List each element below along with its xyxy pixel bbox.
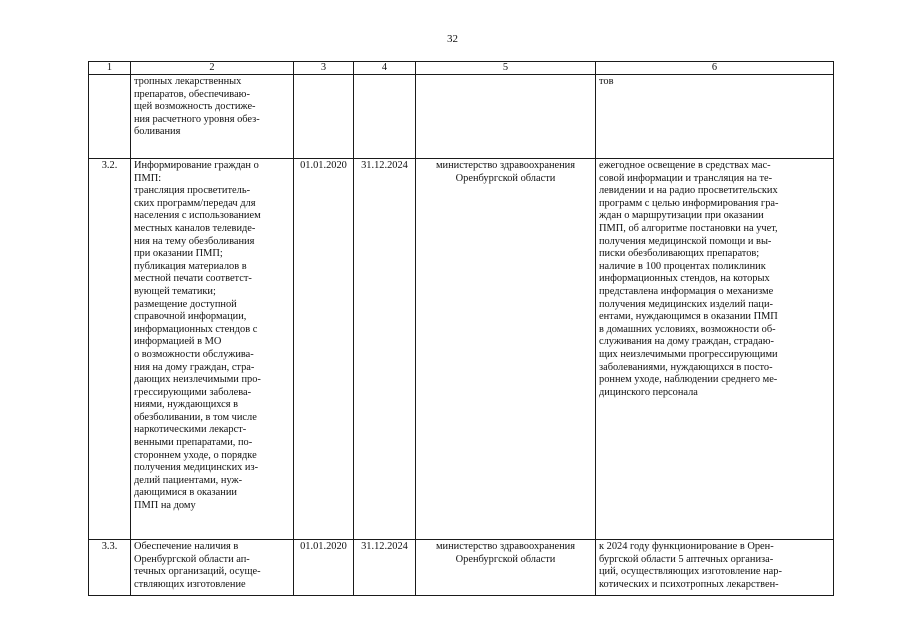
column-header: 4 <box>354 62 416 75</box>
event-line: венными препаратами, по- <box>134 437 253 449</box>
event-line: трансляция просветитель- <box>134 185 251 197</box>
plan-table <box>88 61 834 596</box>
event-line: ния на дому граждан, стра- <box>134 361 255 373</box>
result-line: ПМП, об алгоритме постановки на учет, <box>599 222 778 234</box>
event-line: стороннем уходе, о порядке <box>134 449 257 461</box>
event-line: щей возможность достиже- <box>134 101 256 113</box>
event-line: дающих неизлечимыми про- <box>134 374 261 386</box>
result-line: представлена информация о механизме <box>599 285 774 297</box>
result-line: программ с целью информирования гра- <box>599 197 779 209</box>
result-line: ций, осуществляющих изготовление нар- <box>599 566 782 578</box>
event-line: информацией в МО <box>134 336 222 348</box>
event-line: течных организаций, осуще- <box>134 566 261 578</box>
result-line: наличие в 100 процентах поликлиник <box>599 260 766 272</box>
expected-result <box>596 540 834 596</box>
result-line: щих неизлечимыми прогрессирующими <box>599 348 778 360</box>
column-number-row <box>89 62 834 75</box>
event-line: обезболивании, в том числе <box>134 411 257 423</box>
event-line: тропных лекарственных <box>134 76 242 87</box>
expected-result <box>596 75 834 159</box>
result-line: получения медицинских изделий паци- <box>599 298 773 310</box>
event-line: ствляющих изготовление <box>134 578 246 590</box>
result-line: роннем уходе, наблюдении среднего ме- <box>599 374 778 386</box>
result-line: к 2024 году функционирование в Орен- <box>599 541 774 552</box>
result-line: писки обезболивающих препаратов; <box>599 248 760 260</box>
event-description <box>131 540 294 596</box>
start-date <box>294 75 354 159</box>
event-line: населения с использованием <box>134 210 261 222</box>
table-body <box>89 75 834 596</box>
result-line: в домашних условиях, возможности об- <box>599 323 776 335</box>
event-line: ПМП: <box>134 172 162 184</box>
row-number <box>89 75 131 159</box>
event-line: ских программ/передач для <box>134 197 256 209</box>
event-line: Обеспечение наличия в <box>134 541 239 552</box>
result-line: служивания на дому граждан, страдаю- <box>599 336 775 348</box>
event-line: ния расчетного уровня обез- <box>134 113 260 125</box>
row-number: 3.2. <box>89 159 131 540</box>
responsible-executor <box>416 75 596 159</box>
end-date: 31.12.2024 <box>354 540 416 596</box>
event-line: размещение доступной <box>134 298 237 310</box>
event-line: ниями, нуждающихся в <box>134 399 239 411</box>
event-line: ПМП на дому <box>134 500 196 512</box>
table-row <box>89 75 834 159</box>
event-line: публикация материалов в <box>134 260 247 272</box>
event-line: дающимися в оказании <box>134 487 237 499</box>
responsible-executor <box>416 540 596 596</box>
event-line: ния на тему обезболивания <box>134 235 255 247</box>
column-header: 1 <box>89 62 131 75</box>
column-header: 5 <box>416 62 596 75</box>
event-line: наркотическими лекарст- <box>134 424 247 436</box>
event-line: делий пациентами, нуж- <box>134 474 243 486</box>
result-line: тов <box>599 76 614 87</box>
expected-result <box>596 159 834 540</box>
event-line: о возможности обслужива- <box>134 348 254 360</box>
event-line: местных каналов телевиде- <box>134 222 256 234</box>
result-line: котических и психотропных лекарствен- <box>599 578 779 590</box>
row-number: 3.3. <box>89 540 131 596</box>
result-line: заболеваниями, нуждающихся в посто- <box>599 361 773 373</box>
event-line: Оренбургской области ап- <box>134 553 250 565</box>
result-line: информационных стендов, на которых <box>599 273 770 285</box>
column-header: 2 <box>131 62 294 75</box>
result-line: дицинского персонала <box>599 386 698 398</box>
executor-line: Оренбургской области <box>455 553 556 565</box>
event-line: получения медицинских из- <box>134 462 259 474</box>
event-line: боливания <box>134 126 181 138</box>
event-description <box>131 75 294 159</box>
event-line: информационных стендов с <box>134 323 258 335</box>
result-line: получения медицинской помощи и вы- <box>599 235 772 247</box>
column-header: 6 <box>596 62 834 75</box>
end-date <box>354 75 416 159</box>
result-line: ждан о маршрутизации при оказании <box>599 210 764 222</box>
result-line: ежегодное освещение в средствах мас- <box>599 160 771 171</box>
executor-line: министерство здравоохранения <box>435 160 576 171</box>
event-line: препаратов, обеспечиваю- <box>134 88 250 100</box>
start-date: 01.01.2020 <box>294 159 354 540</box>
event-line: вующей тематики; <box>134 285 216 297</box>
executor-line: Оренбургской области <box>455 172 556 184</box>
responsible-executor <box>416 159 596 540</box>
result-line: левидении и на радио просветительских <box>599 185 778 197</box>
event-line: справочной информации, <box>134 311 247 323</box>
result-line: совой информации и трансляция на те- <box>599 172 773 184</box>
event-line: грессирующими заболева- <box>134 386 252 398</box>
result-line: ентами, нуждающимся в оказании ПМП <box>599 311 778 323</box>
result-line: бургской области 5 аптечных организа- <box>599 553 774 565</box>
column-header: 3 <box>294 62 354 75</box>
table-row <box>89 159 834 540</box>
table-row <box>89 540 834 596</box>
page-number: 32 <box>447 33 458 45</box>
start-date: 01.01.2020 <box>294 540 354 596</box>
executor-line: министерство здравоохранения <box>435 541 576 552</box>
event-line: местной печати соответст- <box>134 273 252 285</box>
event-description <box>131 159 294 540</box>
end-date: 31.12.2024 <box>354 159 416 540</box>
event-line: при оказании ПМП; <box>134 248 223 260</box>
event-line: Информирование граждан о <box>134 160 259 171</box>
